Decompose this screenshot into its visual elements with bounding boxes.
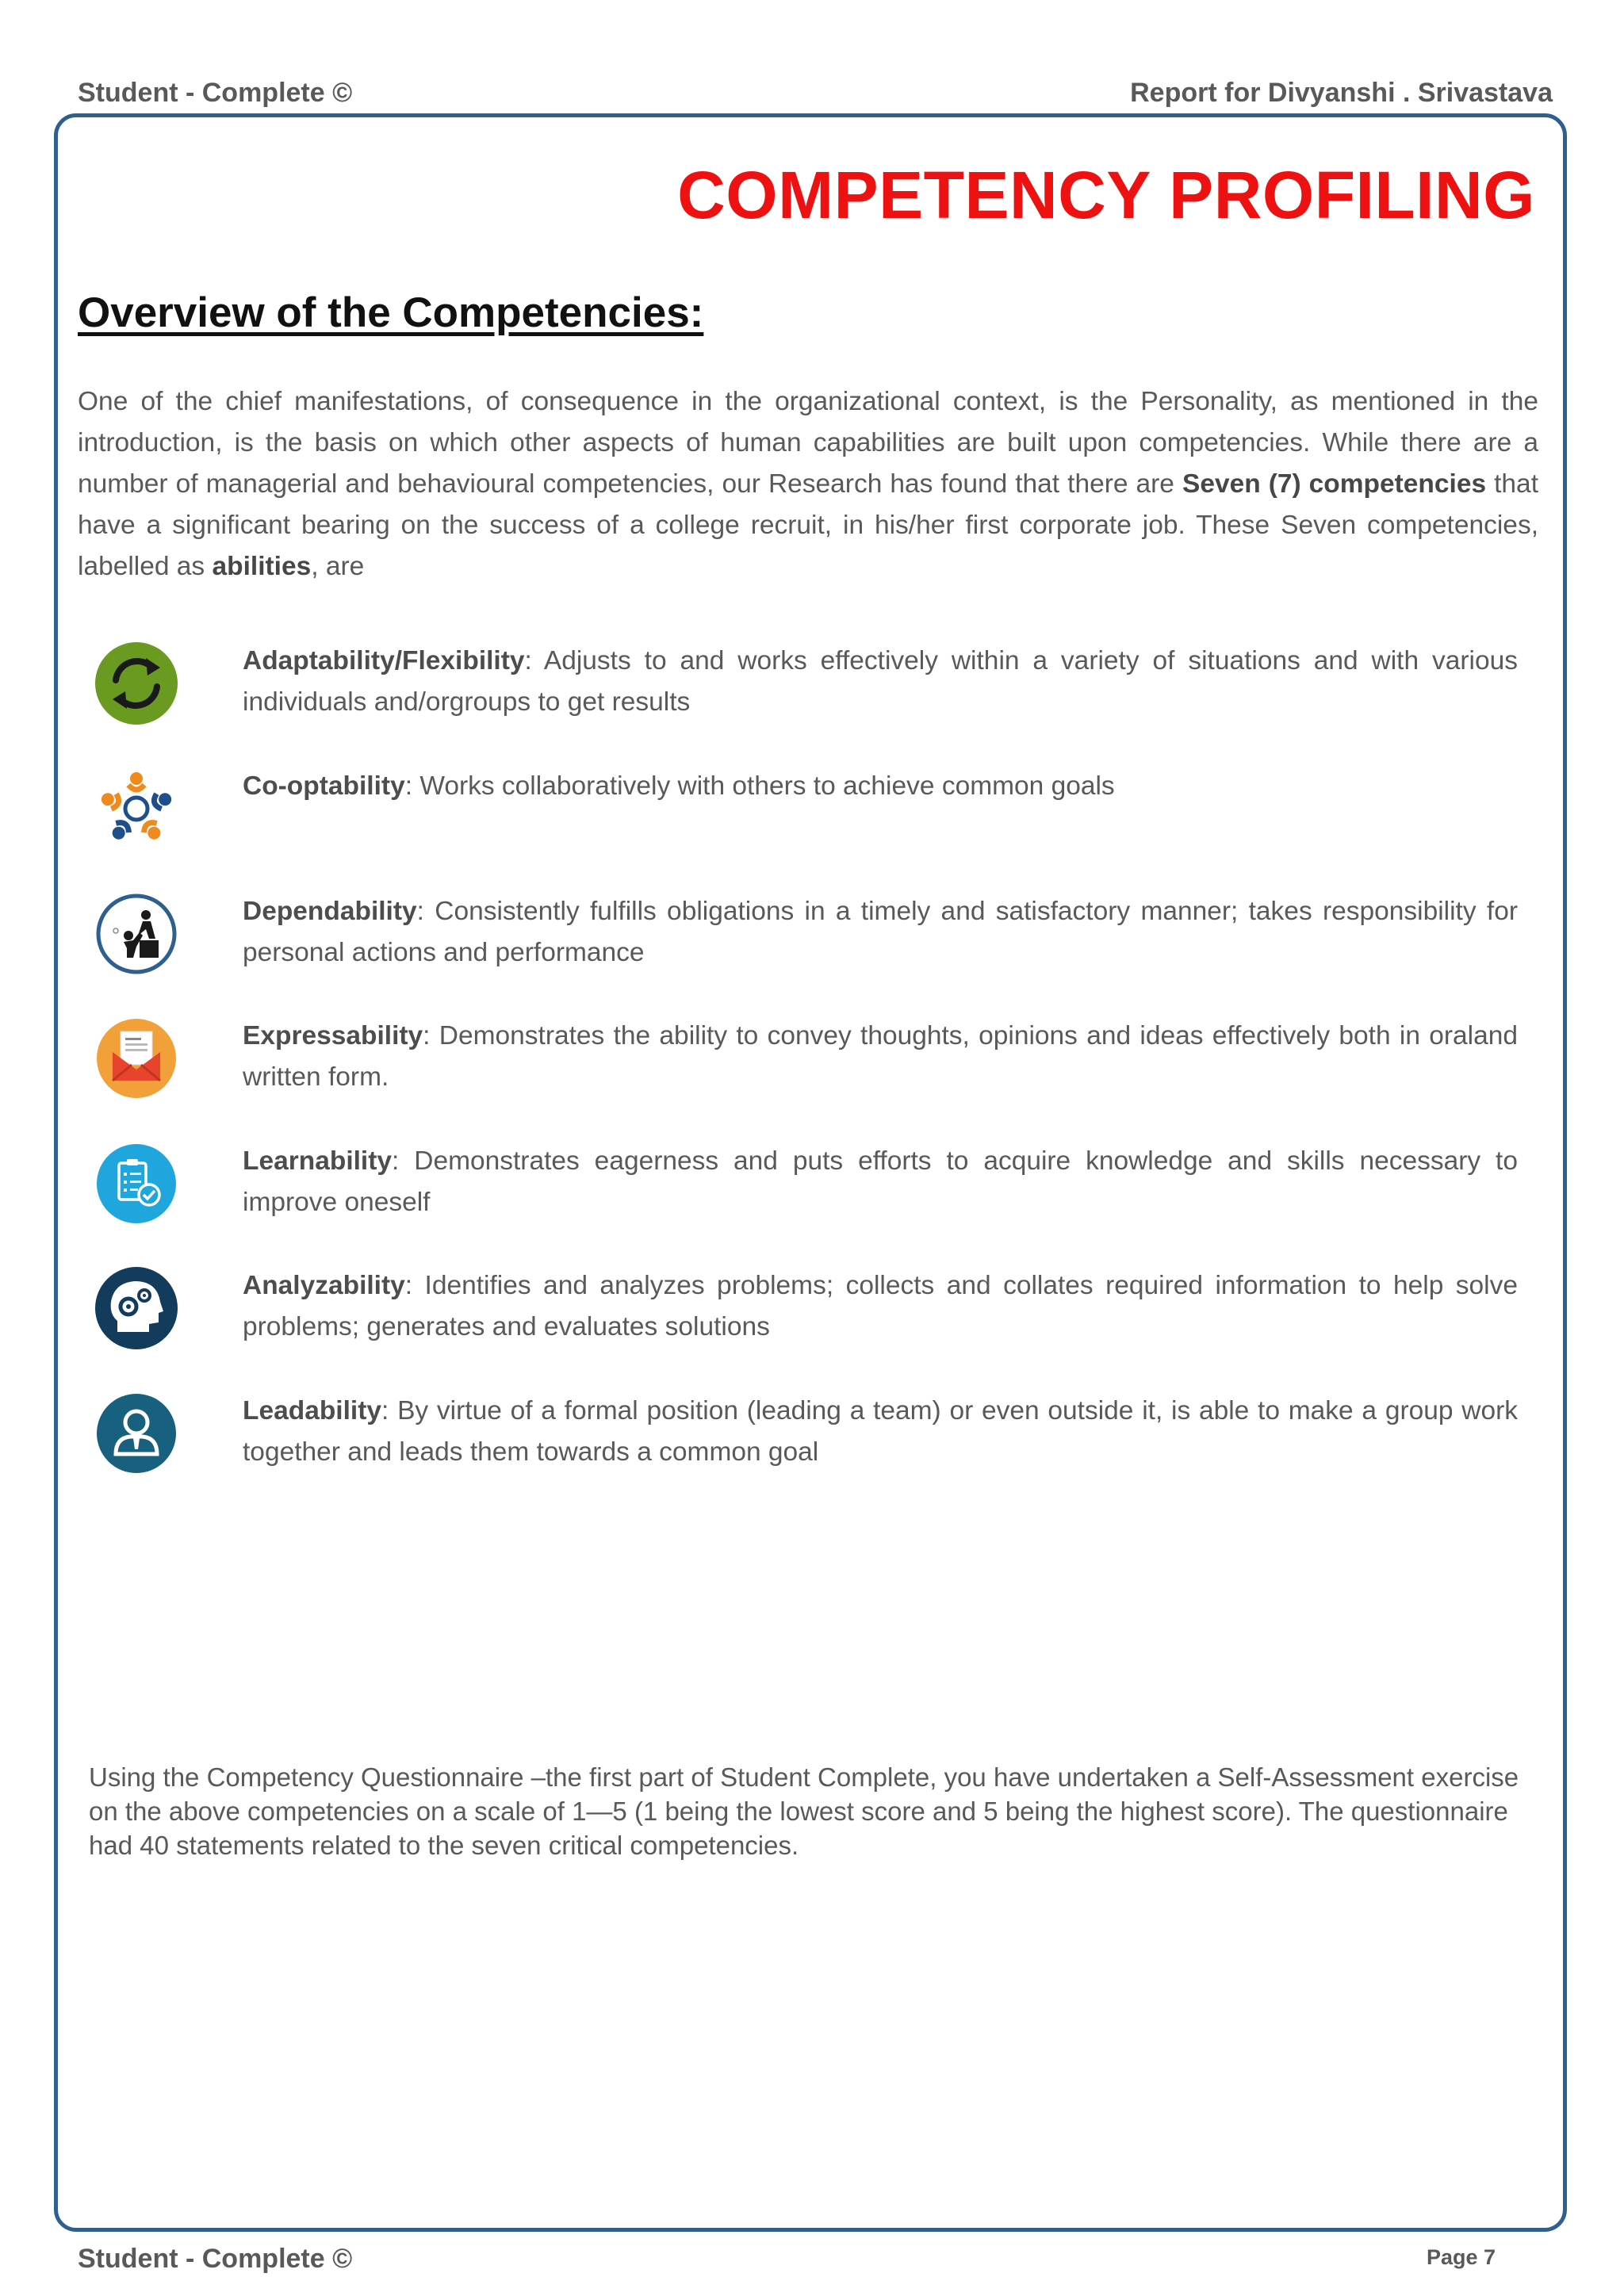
intro-text-1: One of the chief manifestations, of consequence in the organizational context, is the Personality, as mentioned in the introduction, is the basis on which other aspects of human capabilities are built upon competencies. While there are a number of managerial and behavioural competencies, our Research has found that there are — [78, 387, 1538, 499]
head-gears-icon — [94, 1265, 179, 1351]
competency-name: Analyzability — [243, 1271, 405, 1300]
header-right: Report for Divyanshi . Srivastava — [1130, 78, 1553, 108]
page-title: COMPETENCY PROFILING — [677, 158, 1535, 232]
intro-bold-abilities: abilities — [212, 552, 312, 581]
competency-text — [243, 891, 1518, 974]
competency-text — [243, 1391, 1518, 1473]
competency-text — [243, 766, 1518, 807]
competency-name: Adaptability/Flexibility — [243, 646, 525, 675]
competency-text — [243, 641, 1518, 723]
competency-item-cooptability — [0, 766, 1624, 861]
competency-item-learnability — [0, 1141, 1624, 1236]
competency-desc: : Consistently fulfills obligations in a timely and satisfactory manner; takes responsibility for personal actions and performance — [243, 897, 1518, 967]
competency-item-leadability — [0, 1391, 1624, 1486]
leader-person-icon — [94, 1391, 179, 1476]
footer-left: Student - Complete © — [78, 2244, 353, 2274]
competency-item-adaptability — [0, 641, 1624, 736]
competency-desc: : Demonstrates eagerness and puts efforts to acquire knowledge and skills necessary to improve oneself — [243, 1146, 1518, 1217]
competency-desc: : Identifies and analyzes problems; collects and collates required information to help solve problems; generates and evaluates solutions — [243, 1271, 1518, 1341]
helping-hand-climb-icon — [94, 891, 179, 977]
intro-text-2: that have a significant bearing on the success of a college recruit, in his/her first corporate job. These Seven competencies, labelled as — [78, 469, 1538, 581]
page-number: Page 7 — [1426, 2245, 1496, 2269]
intro-bold-seven: Seven (7) competencies — [1182, 469, 1487, 499]
adaptability-arrows-icon — [94, 641, 179, 726]
competency-name: Dependability — [243, 897, 417, 926]
competency-text — [243, 1016, 1518, 1098]
competency-item-expressability — [0, 1016, 1624, 1111]
competency-text — [243, 1265, 1518, 1348]
section-heading: Overview of the Competencies: — [78, 289, 704, 336]
competency-name: Expressability — [243, 1021, 423, 1050]
competency-name: Learnability — [243, 1146, 393, 1176]
competency-desc: : Works collaboratively with others to achieve common goals — [404, 771, 1115, 801]
competency-text — [243, 1141, 1518, 1223]
competency-desc: : By virtue of a formal position (leading a team) or even outside it, is able to make a group work together and leads them towards a common goal — [243, 1396, 1518, 1467]
header-left: Student - Complete © — [78, 78, 353, 108]
competency-item-dependability — [0, 891, 1624, 986]
closing-paragraph: Using the Competency Questionnaire –the first part of Student Complete, you have undertaken a Self-Assessment exercise on the above competencies on a scale of 1—5 (1 being the lowest score and 5 being the highest score). The questionnaire had 40 statements related to the seven critical competencies. — [89, 1762, 1519, 1860]
competency-name: Co-optability — [243, 771, 405, 801]
competency-desc: : Adjusts to and works effectively within a variety of situations and with various individuals and/orgroups to get results — [243, 646, 1518, 717]
competency-desc: : Demonstrates the ability to convey thoughts, opinions and ideas effectively both in oraland written form. — [243, 1021, 1518, 1092]
competency-item-analyzability — [0, 1265, 1624, 1360]
intro-paragraph — [78, 381, 1538, 587]
envelope-letter-icon — [94, 1016, 179, 1101]
intro-text-3: , are — [311, 552, 365, 581]
clipboard-check-icon — [94, 1141, 179, 1226]
competency-name: Leadability — [243, 1396, 381, 1425]
teamwork-circle-icon — [94, 766, 179, 851]
